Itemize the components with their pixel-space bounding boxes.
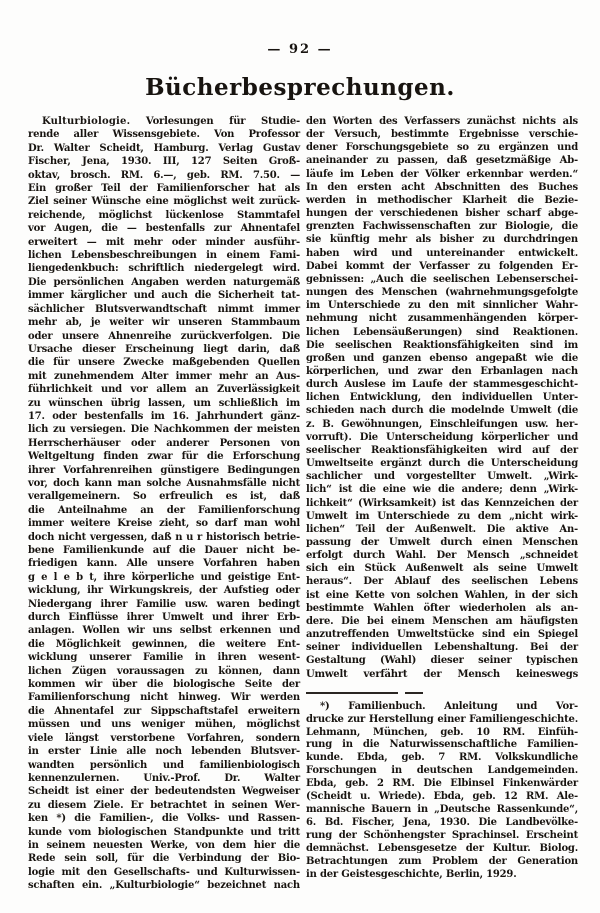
text-line: schaften ein. „Kulturbiologie“ bezeichnet nach xyxy=(28,880,300,892)
text-line: führlichkeit und vor allem an Zuverlässigkeit xyxy=(28,384,300,396)
page-title: Bücherbesprechungen. xyxy=(145,74,455,101)
text-line: mehr ab, je weiter wir unseren Stammbaum xyxy=(28,317,300,329)
text-line: viele längst verstorbene Vorfahren, sondern xyxy=(28,732,300,744)
text-line: aneinander zu passen, daß gesetzmäßige Ab- xyxy=(306,155,578,167)
text-line: rende aller Wissensgebiete. Von Professor xyxy=(28,129,300,141)
text-line: Umwelt verfährt der Mensch keineswegs xyxy=(306,668,578,680)
text-line: wicklung unserer Familie in ihren wesent- xyxy=(28,652,300,664)
text-line: Die seelischen Reaktionsfähigkeiten sind im xyxy=(306,339,578,351)
text-line: Weltgeltung finden zwar für die Erforschung xyxy=(28,451,300,463)
text-line: kennenzulernen. Univ.-Prof. Dr. Walter xyxy=(28,772,300,784)
footnote-rule-long xyxy=(306,692,398,694)
text-line: lich“ ist die eine wie die andere; denn „Wirk- xyxy=(306,484,578,496)
text-line: kunde vom biologischen Standpunkte und tritt xyxy=(28,826,300,838)
text-line: 17. oder bestenfalls im 16. Jahrhundert gänz- xyxy=(28,410,300,422)
text-line: vor, doch kann man solche Ausnahmsfälle nicht xyxy=(28,477,300,489)
text-line: der Versuch, bestimmte Ergebnisse verschie- xyxy=(306,129,578,141)
text-line: Dr. Walter Scheidt, Hamburg. Verlag Gustav xyxy=(28,142,300,154)
text-line: ist eine Kette von solchen Wahlen, in der sich xyxy=(306,589,578,601)
text-line: kunde. Ebda, geb. 7 RM. Volkskundliche xyxy=(306,752,578,764)
text-line: läufe im Leben der Völker erkennbar werden.“ xyxy=(306,168,578,180)
text-line: Betrachtungen zum Problem der Generation xyxy=(306,855,578,867)
text-line: *) Familienbuch. Anleitung und Vor- xyxy=(320,700,578,712)
footnote-separator xyxy=(306,692,578,694)
text-line: die für unsere Zwecke maßgebenden Quellen xyxy=(28,357,300,369)
text-line: haben wird und untereinander entwickelt. xyxy=(306,247,578,259)
text-line: kommen wir über die biologische Seite der xyxy=(28,679,300,691)
text-line: sächlicher Blutsverwandtschaft nimmt immer xyxy=(28,303,300,315)
left-column xyxy=(28,115,300,893)
text-line: Familienforschung nicht hinweg. Wir werden xyxy=(28,692,300,704)
text-line: immer weitere Kreise zieht, so darf man wohl xyxy=(28,518,300,530)
review-first-line xyxy=(28,115,300,128)
text-line: grenzten Fachwissenschaften zur Biologie, die xyxy=(306,221,578,233)
text-line: lichkeit“ (Wirksamkeit) ist das Kennzeichen der xyxy=(306,497,578,509)
text-line: wandten persönlich und familienbiologisch xyxy=(28,759,300,771)
text-line: großen und ganzen ebenso angepaßt wie die xyxy=(306,352,578,364)
text-line: hungen der verschiedenen bisher scharf abge- xyxy=(306,208,578,220)
text-line: in der Geistesgeschichte, Berlin, 1929. xyxy=(306,868,517,880)
text-line: lichen Entwicklung, den individuellen Unter- xyxy=(306,392,578,404)
text-line: mit zunehmendem Alter immer mehr an Aus- xyxy=(28,370,300,382)
text-line: Scheidt ist einer der bedeutendsten Wegweiser xyxy=(28,786,300,798)
text-line: sie künftig mehr als bisher zu durchdringen xyxy=(306,234,578,246)
text-line: logie mit den Gesellschafts- und Kulturwissen- xyxy=(28,866,300,878)
text-line: liengedenkbuch: schriftlich niedergelegt wird. xyxy=(28,263,300,275)
right-column-lines xyxy=(306,115,578,681)
text-line: körperlichen, und zwar den Erbanlagen nach xyxy=(306,365,578,377)
text-line: Herrscherhäuser oder anderer Personen von xyxy=(28,437,300,449)
text-line: Fischer, Jena, 1930. III, 127 Seiten Groß- xyxy=(28,156,300,168)
text-line: die Ahnentafel zur Sippschaftstafel erweitern xyxy=(28,705,300,717)
left-column-lines xyxy=(28,128,300,892)
text-line: heraus“. Der Ablauf des seelischen Lebens xyxy=(306,576,578,588)
text-line: lichen“ Teil der Außenwelt. Die aktive An- xyxy=(306,523,578,535)
text-line: Forschungen in deutschen Landgemeinden. xyxy=(306,765,578,777)
text-line: ken *) die Familien-, die Volks- und Rassen- xyxy=(28,813,300,825)
text-line: schieden nach durch die modelnde Umwelt (die xyxy=(306,405,578,417)
text-line: vor Augen, die — bestenfalls zur Ahnentafel xyxy=(28,223,300,235)
text-line: durch Einflüsse ihrer Umwelt und ihrer Erb- xyxy=(28,612,300,624)
text-line: verallgemeinern. So erfreulich es ist, daß xyxy=(28,491,300,503)
text-line: vorruft). Die Unterscheidung körperlicher und xyxy=(306,431,578,443)
text-line: in erster Linie alle noch lebenden Blutsver- xyxy=(28,746,300,758)
text-line: mannische Bauern in „Deutsche Rassenkunde“, xyxy=(306,803,578,815)
text-line: die Möglichkeit gewinnen, die weitere Ent- xyxy=(28,638,300,650)
text-line: lichen Lebensbeschreibungen in einem Fami- xyxy=(28,250,300,262)
text-line: lichen Zügen voraussagen zu können, dann xyxy=(28,665,300,677)
text-line: anlagen. Wollen wir uns selbst erkennen und xyxy=(28,625,300,637)
text-line: seelischer Reaktionsfähigkeiten wird auf der xyxy=(306,444,578,456)
page-number: — 92 — xyxy=(267,42,333,57)
text-line: drucke zur Herstellung einer Familiengeschichte. xyxy=(306,713,578,725)
review-lead-rest: Vorlesungen für Studie- xyxy=(145,116,300,127)
text-line: z. B. Gewöhnungen, Einschleifungen usw. her- xyxy=(306,418,578,430)
text-line: Niedergang ihrer Familie usw. waren bedingt xyxy=(28,598,300,610)
text-line: friedigen kann. Alle unsere Vorfahren haben xyxy=(28,558,300,570)
text-line: oktav, brosch. RM. 6.—, geb. RM. 7.50. — xyxy=(28,169,300,181)
text-line: dener Forschungsgebiete so zu ergänzen und xyxy=(306,142,578,154)
text-line: Ein großer Teil der Familienforscher hat als xyxy=(28,183,300,195)
text-line: lich zu versiegen. Die Nachkommen der meisten xyxy=(28,424,300,436)
text-line: Gestaltung (Wahl) dieser seiner typischen xyxy=(306,655,578,667)
text-line: Ebda, geb. 2 RM. Die Elbinsel Finkenwärder xyxy=(306,778,578,790)
text-line: passung der Umwelt durch einen Menschen xyxy=(306,537,578,548)
text-line: bene Familienkunde auf die Dauer nicht be- xyxy=(28,545,300,556)
text-line: müssen und uns weniger mühen, möglichst xyxy=(28,719,300,731)
text-line: rung in die Naturwissenschaftliche Familien- xyxy=(306,739,578,751)
text-line: Umwelt im Unterschiede zu dem „nicht wirk- xyxy=(306,510,578,522)
text-line: In den ersten acht Abschnitten des Buches xyxy=(306,181,578,193)
right-column xyxy=(306,115,578,881)
text-line: rung der Schönhengster Sprachinsel. Erscheint xyxy=(306,829,578,841)
text-line: Dabei kommt der Verfasser zu folgenden Er- xyxy=(306,260,578,272)
text-line: (Scheidt u. Wriede). Ebda, geb. 12 RM. Ale- xyxy=(306,791,578,803)
text-line: reichende, möglichst lückenlose Stammtafel xyxy=(28,209,300,221)
review-lead-word: Kulturbiologie. xyxy=(42,116,131,127)
text-line: wicklung, ihr Wirkungskreis, der Aufstieg oder xyxy=(28,585,300,597)
text-line: g e l e b t, ihre körperliche und geistige Ent- xyxy=(28,571,300,583)
text-line: dere. Die bei einem Menschen am häufigsten xyxy=(306,615,578,627)
text-line: Ziel seiner Wünsche eine möglichst weit zurück- xyxy=(28,196,300,208)
text-line: lichen Lebensäußerungen) sind Reaktionen. xyxy=(306,326,578,338)
text-line: den Worten des Verfassers zunächst nichts als xyxy=(306,116,578,127)
text-line: sich ein Stück Außenwelt als seine Umwelt xyxy=(306,563,578,575)
text-line: Lehmann, München, geb. 10 RM. Einfüh- xyxy=(306,726,578,738)
text-line: 6. Bd. Fischer, Jena, 1930. Die Landbevölke- xyxy=(306,816,578,828)
text-line: erfolgt durch Wahl. Der Mensch „schneidet xyxy=(306,550,578,562)
text-line: die Anteilnahme an der Familienforschung xyxy=(28,504,300,516)
footnote-rule-short xyxy=(405,692,423,694)
text-line: Die persönlichen Angaben werden naturgemäß xyxy=(28,276,300,288)
text-line: erweitert — mit mehr oder minder ausführ- xyxy=(28,236,300,248)
text-line: gebnissen: „Auch die seelischen Lebenserschei- xyxy=(306,273,578,285)
text-line: anzutreffenden Umweltstücke sind ein Spiegel xyxy=(306,629,578,641)
text-line: seiner individuellen Lebenshaltung. Bei der xyxy=(306,642,578,654)
text-line: demnächst. Lebensgesetze der Kultur. Biolog. xyxy=(306,842,578,854)
text-line: Ursache dieser Erscheinung liegt darin, daß xyxy=(28,343,300,355)
text-line: Umweltseite ergänzt durch die Unterscheidung xyxy=(306,458,578,470)
text-line: nehmung nicht zusammenhängenden körper- xyxy=(306,313,578,325)
text-line: ihrer Vorfahrenreihen günstigere Bedingungen xyxy=(28,464,300,476)
text-line: sachlicher und vorgestellter Umwelt. „Wirk- xyxy=(306,471,578,483)
text-line: Rede sein soll, für die Verbindung der Bio- xyxy=(28,853,300,865)
text-line: zu diesem Ziele. Er betrachtet in seinen Wer- xyxy=(28,799,300,811)
text-line: zu wünschen übrig lassen, um schließlich im xyxy=(28,397,300,409)
text-line: im Unterschiede zu den mit sinnlicher Wahr- xyxy=(306,300,578,312)
text-line: nungen des Menschen (wahrnehmungsgefolgte xyxy=(306,287,578,299)
text-line: werden in methodischer Klarheit die Bezie- xyxy=(306,194,578,206)
text-line: immer kärglicher und auch die Sicherheit tat- xyxy=(28,290,300,302)
footnote xyxy=(306,701,578,882)
text-line: durch Auslese im Laufe der stammesgeschicht- xyxy=(306,379,578,391)
text-line: doch nicht vergessen, daß n u r historisch betrie- xyxy=(28,531,300,543)
text-line: in seinem neuesten Werke, von dem hier die xyxy=(28,839,300,851)
text-line: oder unsere Ahnenreihe zurückverfolgen. Die xyxy=(28,330,300,342)
text-line: bestimmte Wahlen öfter wiederholen als an- xyxy=(306,602,578,614)
